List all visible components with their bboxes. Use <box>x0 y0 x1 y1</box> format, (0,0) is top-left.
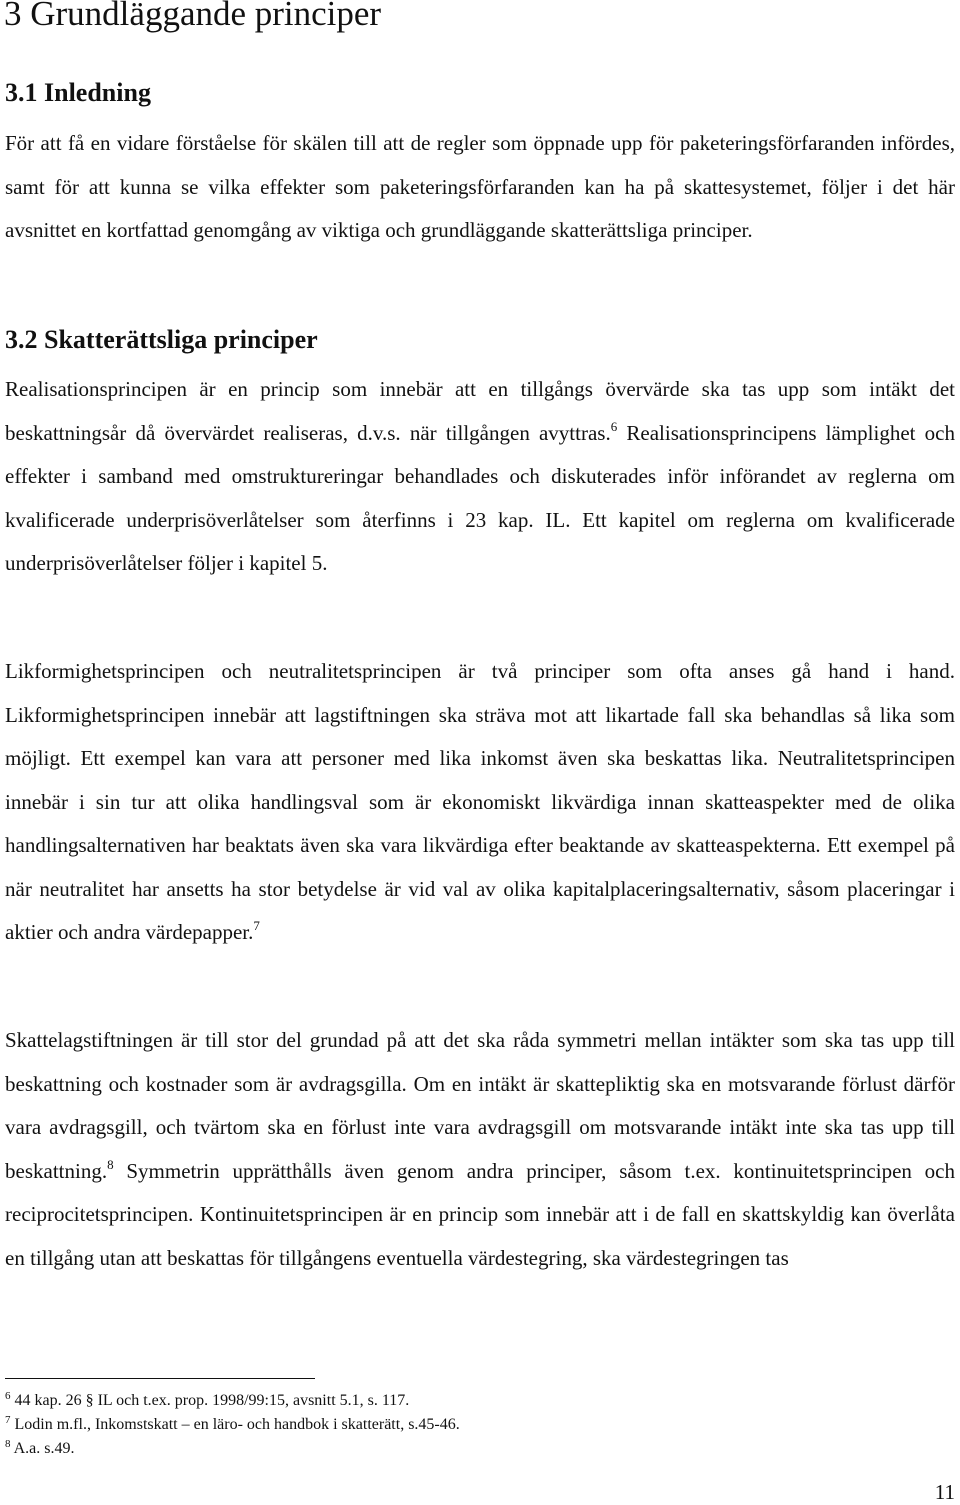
section-heading-inledning: 3.1 Inledning <box>5 78 151 107</box>
footnote-7 <box>5 1414 460 1436</box>
paragraph-symmetri <box>5 1019 955 1280</box>
paragraph-text: Symmetrin upprätthålls även genom andra principer, såsom t.ex. kontinuitetsprincipen och reciprocitetsprincipen. Kontinuitetsprincipen är en princip som innebär att i de fall en skattskyldig kan överlåta en tillgång utan att beskattas för tillgångens eventuella värdestegring, ska värdestegringen tas <box>5 1158 955 1270</box>
section-heading-skatterattsliga-principer: 3.2 Skatterättsliga principer <box>5 325 318 354</box>
footnote-divider <box>5 1378 315 1379</box>
footnote-text: Lodin m.fl., Inkomstskatt – en läro- och handbok i skatterätt, s.45-46. <box>14 1416 460 1433</box>
chapter-title: 3 Grundläggande principer <box>4 0 382 33</box>
footnote-ref: 7 <box>253 918 260 933</box>
footnote-text: 44 kap. 26 § IL och t.ex. prop. 1998/99:15, avsnitt 5.1, s. 117. <box>14 1392 410 1409</box>
footnote-ref: 6 <box>610 418 618 434</box>
paragraph-text: Likformighetsprincipen och neutralitetsprincipen är två principer som ofta anses gå hand i hand. Likformighetsprincipen innebär att lagstiftningen ska sträva mot att likartade fall ska behandlas så lika som möjligt. Ett exempel kan vara att personer med lika inkomst även ska beskattas lika. Neutralitetsprincipen innebär i sin tur att olika handlingsval som är ekonomiskt likvärdiga innan skatteaspekter med de olika handlingsalternativen har beaktats även ska vara likvärdiga efter beaktande av skatteaspekterna. Ett exempel på när neutralitet har ansetts ha stor betydelse är vid val av olika kapitalplaceringsalternativ, såsom placeringar i aktier och andra värdepapper. <box>5 659 955 944</box>
paragraph-text: Realisationsprincipen är en princip som innebär att en tillgångs övervärde ska tas upp som intäkt det beskattningsår då övervärdet realiseras, d.v.s. när tillgången avyttras. <box>5 377 955 445</box>
paragraph-text: Skattelagstiftningen är till stor del grundad på att det ska råda symmetri mellan intäkter som ska tas upp till beskattning och kostnader som är avdragsgilla. Om en intäkt är skattepliktig ska en motsvarande förlust därför vara avdragsgill, och tvärtom ska en förlust inte vara avdragsgill om motsvarande intäkt inte ska tas upp till beskattning. <box>5 1028 955 1183</box>
paragraph-realisationsprincipen <box>5 368 955 586</box>
footnote-text: A.a. s.49. <box>13 1440 75 1457</box>
paragraph-likformighetsprincipen <box>5 650 955 955</box>
footnote-8 <box>5 1438 75 1460</box>
page-number: 11 <box>934 1480 955 1504</box>
paragraph-inledning: För att få en vidare förståelse för skälen till att de regler som öppnade upp för paketeringsförfaranden infördes, samt för att kunna se vilka effekter som paketeringsförfaranden kan ha på skattesystemet, följer i det här avsnittet en kortfattad genomgång av viktiga och grundläggande skatterättsliga principer. <box>5 131 955 242</box>
footnote-number: 8 <box>5 1438 11 1450</box>
footnote-ref: 8 <box>107 1156 114 1172</box>
footnote-number: 6 <box>5 1390 11 1402</box>
footnote-6 <box>5 1390 409 1412</box>
footnote-number: 7 <box>5 1414 11 1426</box>
paragraph-text: Realisationsprincipens lämplighet och effekter i samband med omstruktureringar behandlades och diskuterades inför införandet av reglerna om kvalificerade underprisöverlåtelser som återfinns i 23 kap. IL. Ett kapitel om reglerna om kvalificerade underprisöverlåtelser följer i kapitel 5. <box>5 420 955 575</box>
